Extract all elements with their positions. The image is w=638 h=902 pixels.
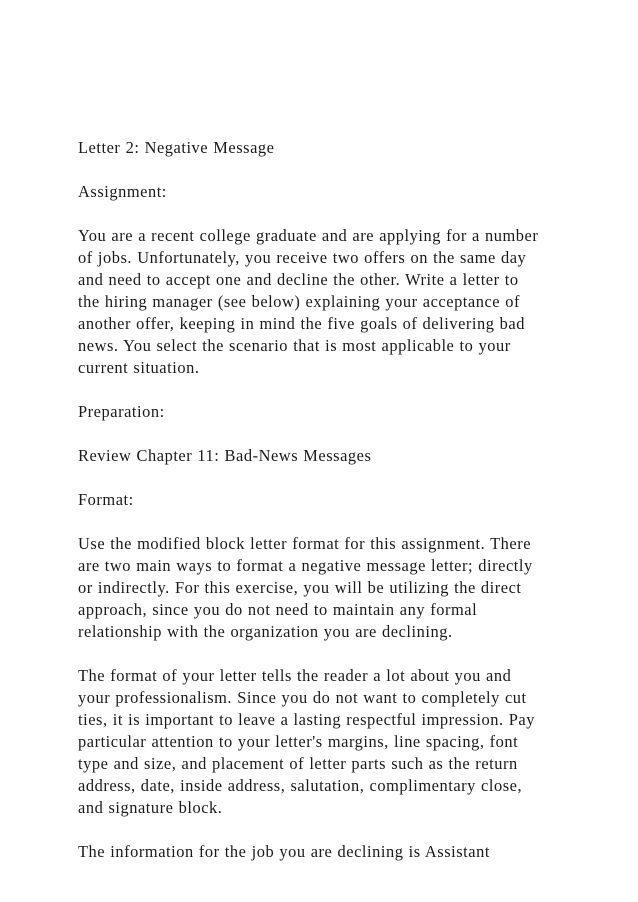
text-line: current situation. — [78, 358, 200, 377]
text-line: Review Chapter 11: Bad-News Messages — [78, 446, 372, 465]
review-chapter-paragraph — [78, 445, 568, 467]
text-line: Letter 2: Negative Message — [78, 138, 275, 157]
text-line: relationship with the organization you are declining. — [78, 622, 453, 641]
assignment-heading-paragraph — [78, 181, 568, 203]
text-line: your professionalism. Since you do not want to completely cut — [78, 688, 527, 707]
text-line: You are a recent college graduate and are applying for a number — [78, 226, 539, 245]
text-line: type and size, and placement of letter parts such as the return — [78, 754, 518, 773]
letter-format-paragraph — [78, 665, 568, 819]
text-line: another offer, keeping in mind the five goals of delivering bad — [78, 314, 525, 333]
text-line: Format: — [78, 490, 134, 509]
text-line: news. You select the scenario that is most applicable to your — [78, 336, 511, 355]
text-line: Preparation: — [78, 402, 165, 421]
text-line: particular attention to your letter's margins, line spacing, font — [78, 732, 519, 751]
text-line: The information for the job you are declining is Assistant — [78, 842, 490, 861]
assignment-description-paragraph — [78, 225, 568, 379]
preparation-heading-paragraph — [78, 401, 568, 423]
text-line: Assignment: — [78, 182, 167, 201]
letter-title-paragraph — [78, 137, 568, 159]
text-line: ties, it is important to leave a lasting respectful impression. Pay — [78, 710, 535, 729]
format-heading-paragraph — [78, 489, 568, 511]
format-description-paragraph — [78, 533, 568, 643]
text-line: The format of your letter tells the reader a lot about you and — [78, 666, 512, 685]
text-line: of jobs. Unfortunately, you receive two offers on the same day — [78, 248, 527, 267]
text-line: or indirectly. For this exercise, you will be utilizing the direct — [78, 578, 522, 597]
text-line: Use the modified block letter format for this assignment. There — [78, 534, 532, 553]
document-body — [78, 137, 568, 863]
text-line: the hiring manager (see below) explaining your acceptance of — [78, 292, 521, 311]
text-line: address, date, inside address, salutation, complimentary close, — [78, 776, 523, 795]
text-line: and need to accept one and decline the other. Write a letter to — [78, 270, 519, 289]
declining-job-paragraph — [78, 841, 568, 863]
text-line: approach, since you do not need to maintain any formal — [78, 600, 478, 619]
text-line: and signature block. — [78, 798, 223, 817]
text-line: are two main ways to format a negative message letter; directly — [78, 556, 533, 575]
